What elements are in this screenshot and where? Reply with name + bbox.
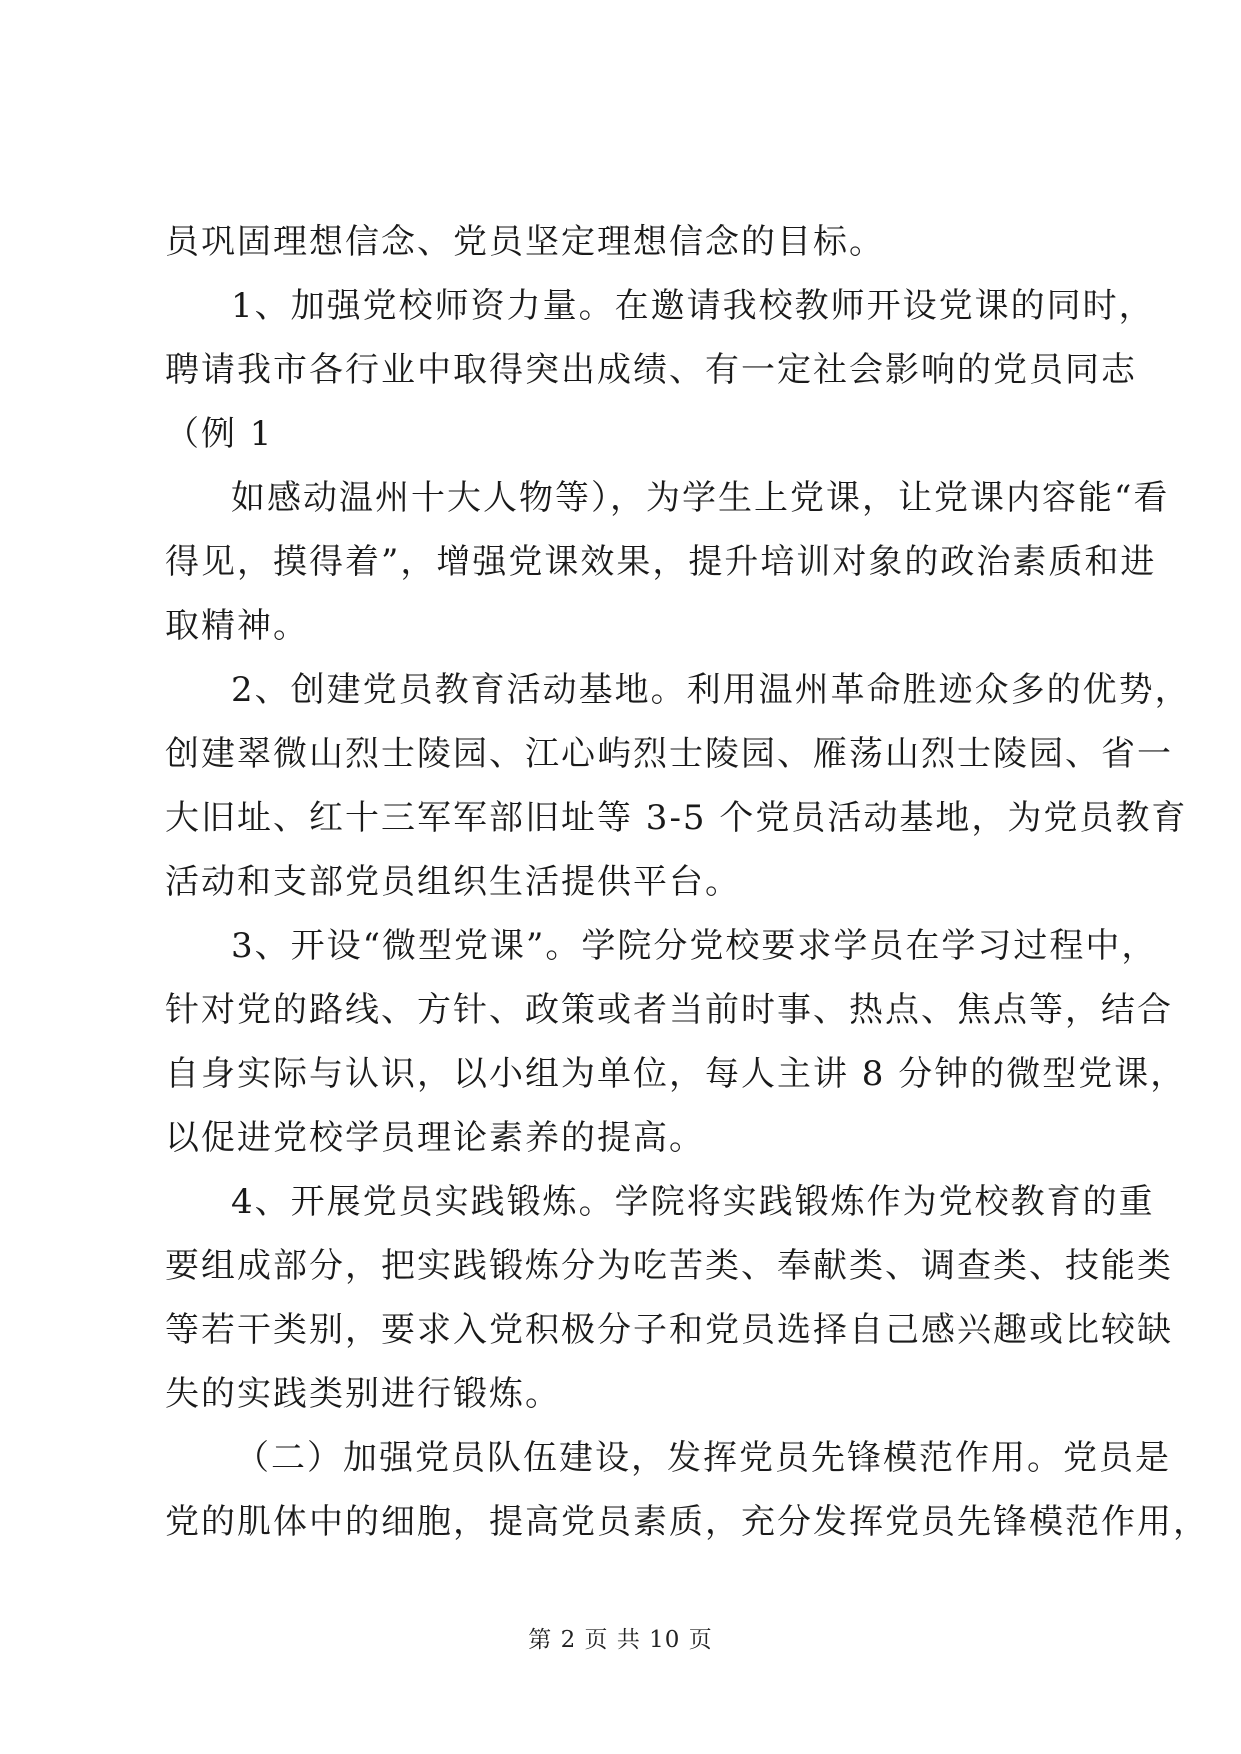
text-line: 党的肌体中的细胞，提高党员素质，充分发挥党员先锋模范作用，	[165, 1502, 1209, 1542]
text-line: 等若干类别，要求入党积极分子和党员选择自己感兴趣或比较缺	[165, 1310, 1173, 1350]
text-line: 以促进党校学员理论素养的提高。	[165, 1118, 705, 1158]
text-line: 大旧址、红十三军军部旧址等 3-5 个党员活动基地，为党员教育	[165, 798, 1188, 838]
text-line: 聘请我市各行业中取得突出成绩、有一定社会影响的党员同志	[165, 350, 1137, 390]
text-line: 要组成部分，把实践锻炼分为吃苦类、奉献类、调查类、技能类	[165, 1246, 1173, 1286]
text-line: 员巩固理想信念、党员坚定理想信念的目标。	[165, 222, 885, 262]
text-line: 3、开设“微型党课”。学院分党校要求学员在学习过程中，	[231, 926, 1158, 966]
text-line: 1、加强党校师资力量。在邀请我校教师开设党课的同时，	[231, 286, 1155, 326]
text-line: 创建翠微山烈士陵园、江心屿烈士陵园、雁荡山烈士陵园、省一	[165, 734, 1173, 774]
text-line: 如感动温州十大人物等），为学生上党课，让党课内容能“看	[231, 478, 1170, 518]
text-line: 失的实践类别进行锻炼。	[165, 1374, 561, 1414]
text-line: 自身实际与认识，以小组为单位，每人主讲 8 分钟的微型党课，	[165, 1054, 1187, 1094]
text-line: 得见，摸得着”，增强党课效果，提升培训对象的政治素质和进	[165, 542, 1157, 582]
text-line: （例 1	[165, 414, 274, 454]
text-line: 2、创建党员教育活动基地。利用温州革命胜迹众多的优势，	[231, 670, 1191, 710]
text-line: 取精神。	[165, 606, 309, 646]
text-line: 活动和支部党员组织生活提供平台。	[165, 862, 741, 902]
page-number-label: 第 2 页 共 10 页	[528, 1627, 713, 1653]
document-body	[165, 210, 1209, 1554]
text-line: （二）加强党员队伍建设，发挥党员先锋模范作用。党员是	[235, 1438, 1171, 1478]
page-footer	[0, 1625, 1241, 1655]
text-line: 针对党的路线、方针、政策或者当前时事、热点、焦点等，结合	[165, 990, 1173, 1030]
text-line: 4、开展党员实践锻炼。学院将实践锻炼作为党校教育的重	[231, 1182, 1155, 1222]
